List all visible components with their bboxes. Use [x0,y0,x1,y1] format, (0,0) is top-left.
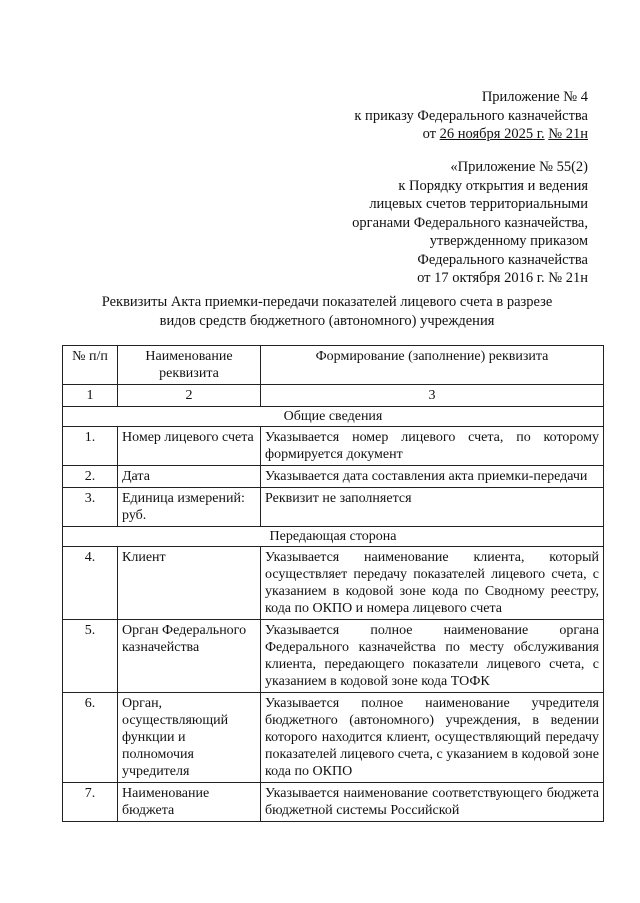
col-number: 1 [63,385,118,407]
table-row [63,488,604,527]
row-name: Орган Федерального казначейства [118,620,261,693]
order-header-line: от 17 октября 2016 г. № 21н [417,270,588,286]
section-general: Общие сведения [63,407,604,427]
table-row [63,620,604,693]
order-header-line: «Приложение № 55(2) [450,159,588,175]
table-row [63,547,604,620]
table-row [63,427,604,466]
section-row [63,407,604,427]
order-header [352,158,588,288]
table-row [63,693,604,783]
row-desc: Указывается наименование клиента, который осуществляет передачу показателей лицевого счета, с указанием в кодовой зоне кода по Сводному реестру, кода по ОКПО и номера лицевого счета [261,547,604,620]
row-num: 2. [63,466,118,488]
title-line: видов средств бюджетного (автономного) учреждения [159,313,495,329]
row-num: 3. [63,488,118,527]
table-row [63,466,604,488]
table-header-row [63,346,604,385]
appendix-number: Приложение № 4 [481,89,588,105]
row-desc: Указывается наименование соответствующего бюджета бюджетной системы Российской [261,783,604,822]
order-header-line: Федерального казначейства [417,251,588,268]
row-desc: Реквизит не заполняется [261,488,604,527]
appendix-date: 26 ноября 2025 г. [439,126,545,142]
table-row [63,783,604,822]
row-desc: Указывается номер лицевого счета, по которому формируется документ [261,427,604,466]
row-desc: Указывается полное наименование учредителя бюджетного (автономного) учреждения, в ведении которого находится клиент, осуществляющий передачу показателей лицевого счета, с указанием в кодовой зоне кода по ОКПО [261,693,604,783]
row-num: 7. [63,783,118,822]
order-header-line: лицевых счетов территориальными [369,196,588,212]
row-desc: Указывается полное наименование органа Федерального казначейства по месту обслуживания клиента, передающего показатели лицевого счета, с указанием в кодовой зоне кода ТОФК [261,620,604,693]
requisites-table [62,345,604,822]
row-name: Единица измерений: руб. [118,488,261,527]
row-name: Наименование бюджета [118,783,261,822]
order-header-line: утвержденному приказом [429,233,588,249]
row-num: 5. [63,620,118,693]
col-number: 3 [261,385,604,407]
row-name: Номер лицевого счета [118,427,261,466]
header-fill: Формирование (заполнение) реквизита [261,346,604,385]
row-name: Клиент [118,547,261,620]
header-num: № п/п [63,346,118,385]
section-row [63,527,604,547]
title-line: Реквизиты Акта приемки-передачи показателей лицевого счета в разрезе [101,294,553,310]
col-number: 2 [118,385,261,407]
appendix-date-line [354,125,588,144]
order-header-line: к Порядку открытия и ведения [398,177,588,194]
row-name: Орган, осуществляющий функции и полномочия учредителя [118,693,261,783]
row-num: 1. [63,427,118,466]
section-sender: Передающая сторона [63,527,604,547]
date-prefix: от [422,126,440,142]
row-desc: Указывается дата составления акта приемки-передачи [261,466,604,488]
document-title [80,293,574,331]
column-number-row [63,385,604,407]
row-num: 6. [63,693,118,783]
header-name: Наименование реквизита [118,346,261,385]
order-header-line: органами Федерального казначейства, [352,214,588,231]
appendix-order-ref: к приказу Федерального казначейства [354,107,588,124]
appendix-header [354,88,588,144]
row-num: 4. [63,547,118,620]
appendix-order-number: № 21н [548,126,588,142]
row-name: Дата [118,466,261,488]
